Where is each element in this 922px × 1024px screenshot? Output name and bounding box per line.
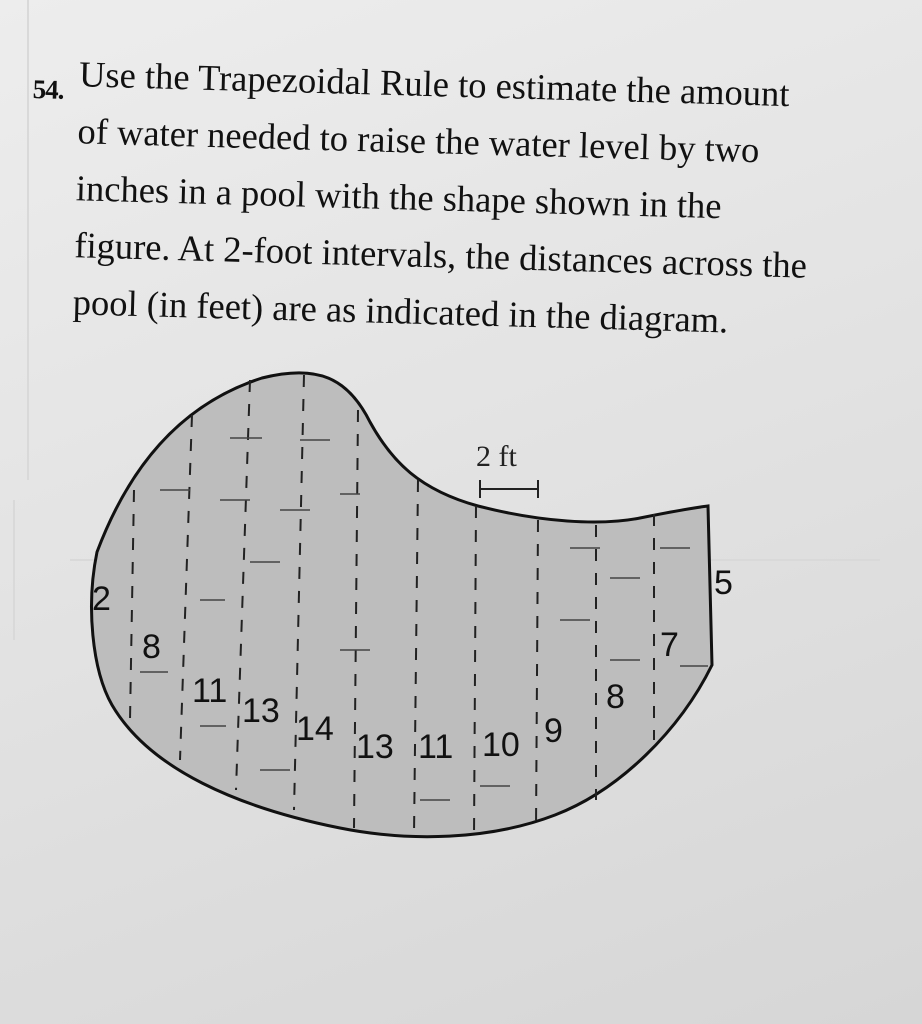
problem-line-1: Use the Trapezoidal Rule to estimate the amount: [78, 53, 791, 115]
interval-scale-marker: [480, 480, 538, 498]
interval-label: 2 ft: [476, 440, 517, 473]
distance-label-8: 10: [482, 726, 520, 764]
distance-label-1: 2: [92, 580, 111, 618]
distance-label-10: 8: [606, 678, 625, 716]
distance-label-3: 11: [192, 672, 228, 710]
distance-label-7: 11: [418, 728, 454, 766]
problem-line-4: figure. At 2-foot intervals, the distances across the: [73, 224, 808, 286]
distance-label-4: 13: [242, 692, 280, 730]
distance-label-12: 5: [714, 564, 733, 602]
problem-line-3: inches in a pool with the shape shown in the: [75, 167, 723, 227]
problem-line-2: of water needed to raise the water level by two: [77, 110, 760, 171]
distance-label-5: 14: [296, 710, 334, 748]
distance-label-2: 8: [142, 628, 161, 666]
distance-label-11: 7: [660, 626, 679, 664]
distance-label-9: 9: [544, 712, 563, 750]
distance-label-6: 13: [356, 728, 394, 766]
problem-line-5: pool (in feet) are as indicated in the diagram.: [72, 281, 729, 341]
problem-number: 54.: [32, 73, 64, 105]
pool-shape: [92, 373, 712, 837]
